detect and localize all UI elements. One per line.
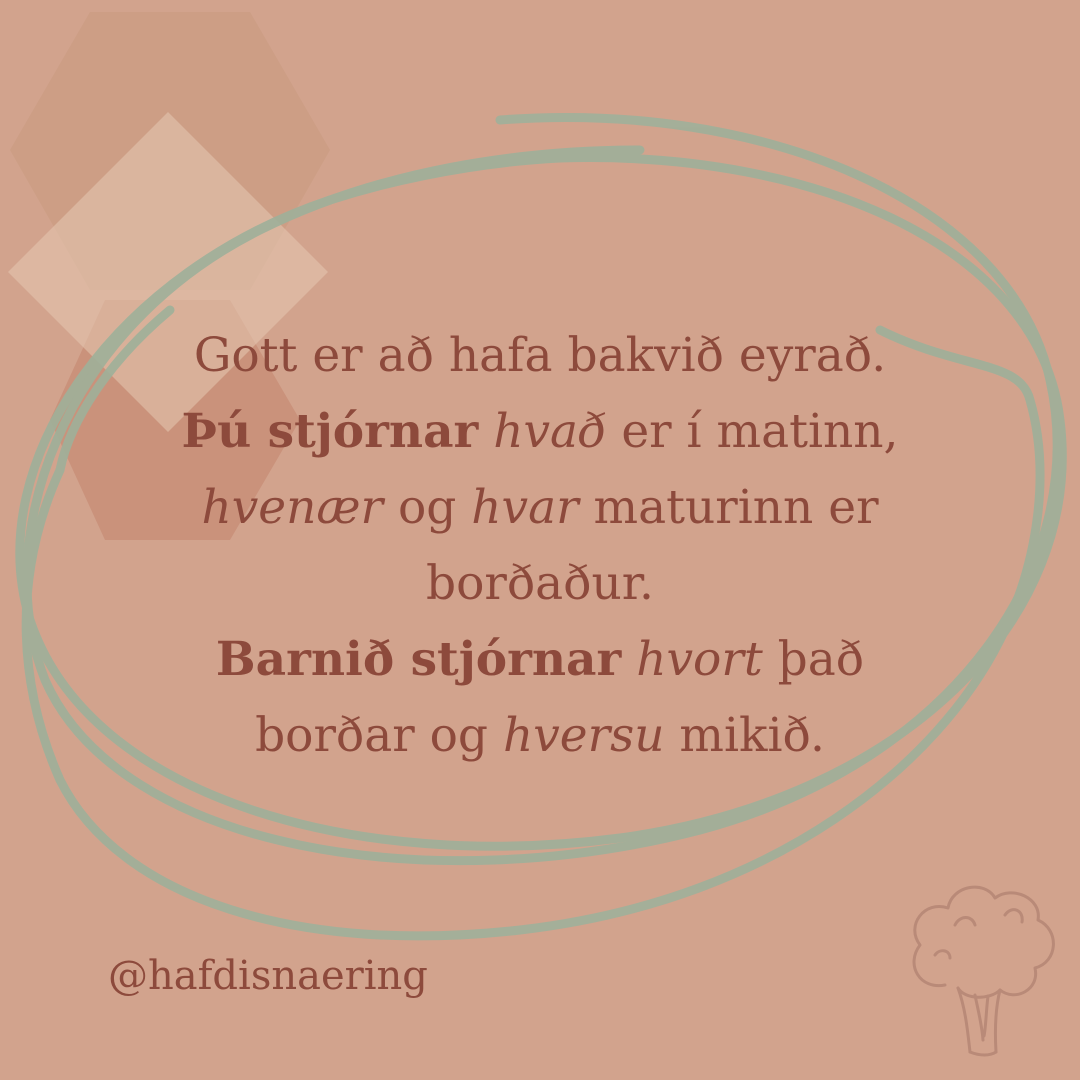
- quote-line-5: [140, 622, 940, 698]
- quote-line-6: [140, 698, 940, 774]
- quote-line-6-rest: mikið.: [664, 708, 825, 763]
- quote-line-3-rest: maturinn er: [578, 480, 879, 535]
- quote-line-1: Gott er að hafa bakvið eyrað.: [193, 328, 887, 383]
- quote-line-2-rest: er í matinn,: [606, 404, 899, 459]
- quote-line-4: borðaður.: [426, 556, 654, 611]
- quote-italic-when: hvenær: [201, 480, 384, 535]
- quote-line-6-start: borðar og: [255, 708, 503, 763]
- quote-line-3: [140, 470, 940, 546]
- quote-line-5-rest: það: [762, 632, 865, 687]
- broccoli-icon: [914, 887, 1053, 1055]
- quote-emphasis-child-decides: Barnið stjórnar: [215, 632, 622, 687]
- quote-emphasis-you-decide: Þú stjórnar: [181, 404, 479, 459]
- quote-line-3-mid: og: [383, 480, 472, 535]
- social-handle: @hafdisnaering: [108, 953, 428, 999]
- quote-italic-how-much: hversu: [502, 708, 665, 763]
- quote-italic-where: hvar: [471, 480, 579, 535]
- quote-text: [140, 318, 940, 774]
- quote-italic-whether: hvort: [636, 632, 763, 687]
- quote-italic-what: hvað: [493, 404, 607, 459]
- quote-line-2: [140, 394, 940, 470]
